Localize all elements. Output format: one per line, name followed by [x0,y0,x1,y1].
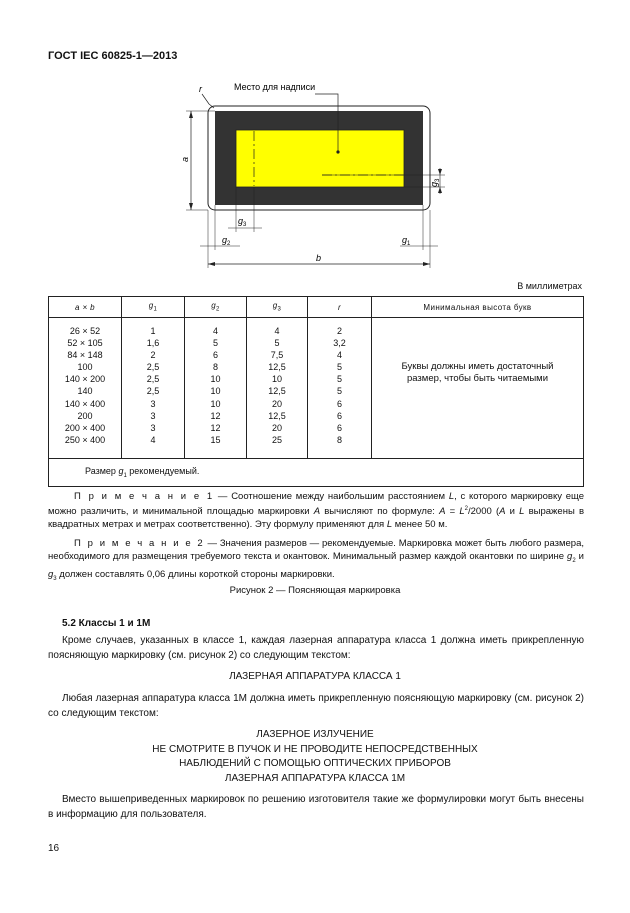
class1m-label-text [0,728,630,786]
table-footnote: Размер $g_1$ рекомендуемый. [49,459,584,487]
table-cell-ab: 200 × 400 [64,422,106,433]
table-cell-g2: 12 [210,410,221,421]
table-cell-g1: 1 [150,326,156,336]
table-cell-g3: 7,5 [270,350,284,361]
g1-label: $g_1$ [402,235,411,247]
table-cell-r: 3,2 [333,338,346,349]
table-cell-g2: 12 [210,422,221,433]
col-header-ab: a × b [49,297,122,318]
table-cell-g2: 10 [210,386,221,397]
table-cell-g3: 20 [271,422,282,433]
section-heading: 5.2 Классы 1 и 1М [62,618,151,629]
units-note: В миллиметрах [517,281,582,291]
table-cell-g1: 4 [150,434,156,445]
g2-label: $g_2$ [222,235,231,247]
table-cell-r: 5 [336,374,342,385]
table-cell-g1: 3 [150,410,156,421]
figure-caption: Рисунок 2 — Поясняющая маркировка [229,585,401,596]
b-arrow-left [208,262,215,266]
table-cell-g2: 10 [210,374,221,385]
table-cell-g1: 2,5 [146,386,160,397]
document-header: ГОСТ IEC 60825-1—2013 [48,50,178,62]
explanatory-label-figure [0,0,630,280]
table-footer-row [49,459,584,487]
table-cell-g1: 3 [150,422,156,433]
table-cell-ab: 52 × 105 [67,338,103,349]
table-cell-ab: 100 [77,362,93,373]
table-cell-r: 4 [336,350,342,361]
table-body-row [49,318,584,459]
paragraph-class1m: Любая лазерная аппаратура класса 1М должна иметь прикрепленную поясняющую маркировку (см. рисунок 2) со следующим текстом: [48,693,584,719]
table-cell-g3: 10 [271,374,282,385]
col-header-r: r [308,297,372,318]
a-arrow-bottom [189,203,193,210]
table-cell-g1: 2,5 [146,374,160,385]
column-r-values [308,318,372,459]
table-cell-g3: 5 [274,338,280,349]
table-cell-g3: 12,5 [268,386,286,397]
table-cell-g3: 25 [271,434,282,445]
col-header-g1: $g_1$ [122,297,185,318]
class1m-line: ЛАЗЕРНАЯ АППАРАТУРА КЛАССА 1М [224,772,406,784]
table-cell-ab: 200 [77,410,93,421]
table-header-row [49,297,584,318]
table-cell-r: 6 [336,398,342,409]
table-cell-r: 2 [336,326,342,336]
table-cell-g2: 5 [212,338,218,349]
label-area-caption: Место для надписи [234,82,316,92]
table-cell-g1: 1,6 [146,338,160,349]
column-g2-values [185,318,247,459]
a-arrow-top [189,111,193,118]
table-cell-r: 6 [336,410,342,421]
table-cell-ab: 250 × 400 [64,434,106,445]
radius-label: r [199,84,202,94]
table-cell-r: 8 [336,434,342,445]
table-cell-g3: 20 [271,398,282,409]
class1m-line: НАБЛЮДЕНИЙ С ПОМОЩЬЮ ОПТИЧЕСКИХ ПРИБОРОВ [179,758,451,769]
g3-right-label: $g_3$ [429,178,441,187]
table-cell-g2: 15 [210,434,221,445]
table-cell-g2: 8 [212,362,218,373]
radius-leader [202,94,214,108]
table-cell-g2: 4 [212,326,218,336]
paragraph-alternative: Вместо вышеприведенных маркировок по решению изготовителя такие же формулировки могут быть внесены в информацию для пользователя. [48,794,584,820]
dimensions-table [48,296,584,487]
col-header-min-height: Минимальная высота букв [372,297,584,318]
table-cell-ab: 140 × 200 [64,374,106,385]
table-cell-ab: 140 × 400 [64,398,106,409]
table-cell-r: 5 [336,386,342,397]
table-cell-g1: 2 [150,350,156,361]
table-cell-g2: 6 [212,350,218,361]
column-g1-values [122,318,185,459]
table-cell-g3: 12,5 [268,410,286,421]
page-number: 16 [48,843,60,854]
table-cell-ab: 140 [77,386,93,397]
table-cell-r: 6 [336,422,342,433]
table-cell-g3: 12,5 [268,362,286,373]
table-cell-g2: 10 [210,398,221,409]
paragraph-class1: Кроме случаев, указанных в классе 1, каждая лазерная аппаратура класса 1 должна иметь прикрепленную поясняющую маркировку (см. рисунок 2) со следующим текстом: [48,635,584,661]
table-cell-ab: 26 × 52 [69,326,101,336]
table-cell-r: 5 [336,362,342,373]
table-cell-g1: 2,5 [146,362,160,373]
note-2: П р и м е ч а н и е 2 — Значения размеров — рекомендуемые. Маркировка может быть любого размера, необходимого для размещения требуемого текста и окантовок. Минимальный размер каждой окантовки по ширине $g_2$ и $g_3$ должен составлять 0,06 длины короткой стороны маркировки. [48,538,585,582]
col-header-g2: $g_2$ [185,297,247,318]
class1-label-text: ЛАЗЕРНАЯ АППАРАТУРА КЛАССА 1 [229,671,401,682]
col-header-g3: $g_3$ [247,297,308,318]
note-1: П р и м е ч а н и е 1 — Соотношение между наибольшим расстоянием L, с которого маркировку еще можно различить, и минимальной площадью маркировки A вычисляют по формуле: $A = L^2/2000$ (A и L выражены в квадратных метрах и метрах соответственно). Эту формулу применяют для L менее 50 м. [48,491,585,531]
table-cell-g1: 3 [150,398,156,409]
g3-bottom-label: $g_3$ [238,216,247,228]
min-height-description: Буквы должны иметь достаточный размер, чтобы быть читаемыми [372,318,584,459]
column-ab-values [49,318,122,459]
a-label: a [180,156,190,162]
label-yellow-area [236,130,404,187]
table-cell-ab: 84 × 148 [67,350,103,361]
table-cell-g3: 4 [274,326,280,336]
class1m-line: НЕ СМОТРИТЕ В ПУЧОК И НЕ ПРОВОДИТЕ НЕПОСРЕДСТВЕННЫХ [152,743,478,755]
leader-dot [336,150,339,153]
class1m-line: ЛАЗЕРНОЕ ИЗЛУЧЕНИЕ [256,729,374,740]
column-g3-values [247,318,308,459]
b-label: b [316,253,322,263]
g3-arrow-top [438,169,442,175]
b-arrow-right [423,262,430,266]
